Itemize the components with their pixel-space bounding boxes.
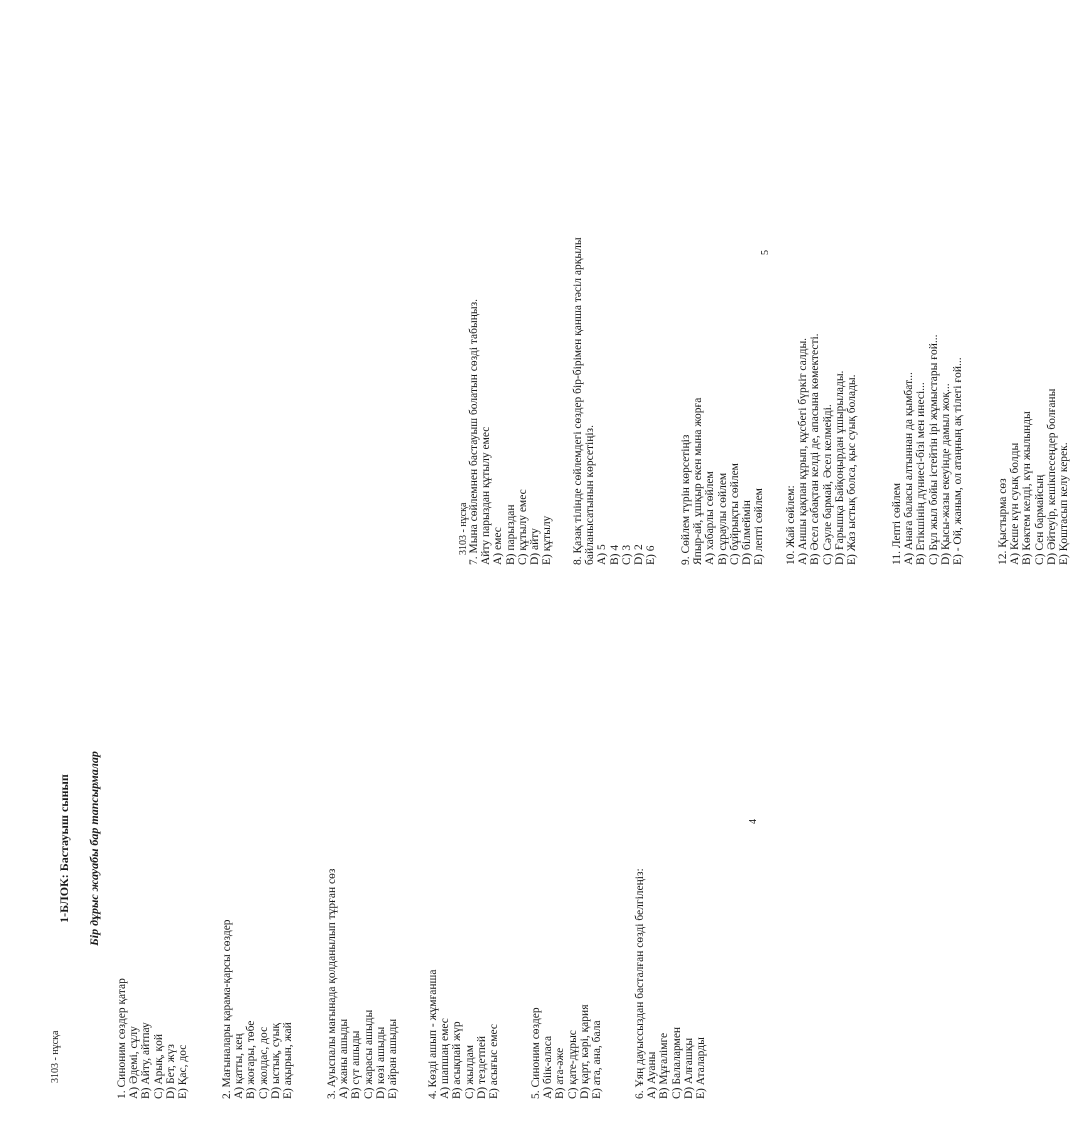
option-b: B) ата-әже bbox=[554, 1047, 567, 1099]
option-b: B) Мұғалімге bbox=[658, 1032, 671, 1099]
page-header: 3103 - нұсқа bbox=[458, 502, 469, 555]
option-d: D) айту bbox=[529, 528, 542, 565]
option-d: D) білмеймін bbox=[741, 500, 754, 565]
option-c: C) Арық, қой bbox=[152, 1034, 165, 1099]
question-12 bbox=[997, 5, 1070, 565]
option-d: D) Бет, жүз bbox=[164, 1044, 177, 1099]
question-text: 6. Ұяң дауыссыздан басталған сөзді белгілеңіз: bbox=[634, 868, 646, 1099]
option-e: E) Қас, дос bbox=[177, 1044, 190, 1099]
option-d: D) Ғарышқа Байқоңырдан ұшырылады. bbox=[833, 370, 846, 565]
option-a: A) біік-аласа bbox=[542, 1035, 555, 1099]
question-text: 2. Мағыналары қарама-қарсы сөздер bbox=[221, 919, 233, 1099]
block-title: 1-БЛОК: Бастауыш сынып bbox=[57, 774, 71, 923]
option-e: E) 6 bbox=[645, 545, 658, 565]
option-d: D) Әйтеуір, кешікпесеңдер болғаны bbox=[1045, 388, 1058, 565]
question-11 bbox=[891, 5, 964, 565]
option-e: E) - Ой, жаным, ол атаңның ақ тілегі ғой... bbox=[952, 357, 965, 565]
option-a: A) Кеше күн суық болды bbox=[1009, 442, 1022, 565]
question-text: 9. Сөйлем түрін көрсетіңіз bbox=[680, 434, 692, 565]
option-e: E) Қоштасып келу керек. bbox=[1058, 442, 1070, 565]
option-a: A) Ауаны bbox=[646, 1051, 659, 1099]
option-a: A) емес bbox=[492, 527, 505, 565]
option-c: C) 3 bbox=[620, 544, 633, 565]
option-c: C) қате-дұрыс bbox=[566, 1030, 579, 1099]
option-c: C) бұйрықты сөйлем bbox=[728, 463, 741, 565]
question-text: 8. Қазақ тілінде сөйлемдегі сөздер бір-бірімен қанша тәсіл арқылы bbox=[572, 237, 584, 565]
option-c: C) Балалармен bbox=[670, 1026, 683, 1099]
option-b: B) жоғары, төбе bbox=[245, 1020, 258, 1099]
option-c: C) Сен бармайсың bbox=[1033, 474, 1046, 565]
option-a: A) жаны ашыды bbox=[338, 1018, 351, 1099]
page-header: 3103 - нұсқа bbox=[50, 1030, 61, 1083]
option-e: E) ақырын, жай bbox=[282, 1022, 295, 1099]
option-d: D) көзі ашыды bbox=[374, 1026, 387, 1099]
option-b: B) парыздан bbox=[504, 504, 517, 565]
option-c: C) жылдам bbox=[463, 1044, 476, 1099]
option-e: E) асығыс емес bbox=[488, 1024, 501, 1099]
option-d: D) Алғашқы bbox=[682, 1037, 695, 1099]
option-e: E) айран ашыды bbox=[387, 1018, 400, 1099]
option-d: D) 2 bbox=[633, 544, 646, 565]
option-b: B) Айту, айтпау bbox=[140, 1022, 153, 1099]
section-subtitle: Бір дұрыс жауабы бар тапсырмалар bbox=[87, 751, 101, 946]
question-text: 11. Лепті сөйлем bbox=[891, 482, 903, 565]
option-c: C) Сәуле бармай, Әсел келмейді. bbox=[821, 404, 834, 565]
option-a: A) 5 bbox=[596, 544, 609, 565]
option-d: D) қарт, кәрі, қария bbox=[578, 1004, 591, 1099]
question-text: 5. Синоним сөздер bbox=[530, 1007, 542, 1099]
question-text: 10. Жай сөйлем: bbox=[785, 485, 797, 565]
option-e: E) ата, ана, бала bbox=[591, 1020, 604, 1099]
option-c: C) жарасы ашыды bbox=[362, 1009, 375, 1099]
option-a: A) Анаға баласы алтыннан да қымбат... bbox=[903, 372, 916, 565]
option-a: A) хабарлы сөйлем bbox=[704, 471, 717, 565]
option-a: A) шапшаң емес bbox=[439, 1018, 452, 1099]
option-e: E) Аталарды bbox=[695, 1037, 708, 1099]
option-a: A) Әдемі, сұлу bbox=[128, 1026, 141, 1099]
option-e: E) құтылу bbox=[541, 515, 554, 565]
question-continuation: байланысатынын көрсетіңіз. bbox=[584, 425, 597, 565]
option-c: C) Бұл жыл бойы істейтін ірі жұмыстары ғой... bbox=[927, 334, 940, 565]
question-text: 1. Синоним сөздер қатар bbox=[116, 978, 128, 1099]
page-number: 4 bbox=[748, 819, 759, 824]
option-b: B) Әсел сабақтан келді де, апасына көмектесті. bbox=[809, 333, 822, 565]
option-a: A) қатты, кең bbox=[233, 1033, 246, 1099]
option-e: E) лепті сөйлем bbox=[753, 488, 766, 565]
option-d: D) ыстық, суық bbox=[269, 1023, 282, 1099]
option-b: B) Етікшінің дүниесі-бізі мен инесі... bbox=[915, 382, 928, 565]
question-text: 12. Қыстырма сөз bbox=[997, 478, 1009, 565]
option-b: B) асықпай жүр bbox=[451, 1021, 464, 1099]
option-b: B) 4 bbox=[608, 544, 621, 565]
option-b: B) сүт ашыды bbox=[350, 1030, 363, 1099]
option-d: D) Қысы-жазы екеуінде дамыл жоқ... bbox=[939, 383, 952, 565]
question-text: 7. Мына сөйлемнен бастауыш болатын сөзді табыңыз. bbox=[468, 299, 480, 565]
question-text: 4. Көзді ашып - жұмғанша bbox=[427, 969, 439, 1099]
option-c: C) құтылу емес bbox=[516, 489, 529, 565]
option-c: C) жолдас, дос bbox=[257, 1026, 270, 1099]
option-d: D) тездетпей bbox=[475, 1035, 488, 1099]
option-b: B) Көктем келді, күн жылынды bbox=[1021, 411, 1034, 565]
page-number: 5 bbox=[760, 250, 771, 255]
question-sentence: Айту парыздан құтылу емес bbox=[480, 426, 493, 565]
option-b: B) сұраулы сөйлем bbox=[716, 472, 729, 565]
option-e: E) Жаз ыстық болса, қыс суық болады. bbox=[846, 374, 859, 565]
question-sentence: Япыр-ай, ұшқыр екен мына жорға bbox=[692, 397, 705, 565]
question-text: 3. Ауыспалы мағынада қолданылып тұрған сөз bbox=[326, 868, 338, 1099]
option-a: A) Аншы қақпан құрып, құсбегі бүркіт салды. bbox=[797, 337, 810, 565]
